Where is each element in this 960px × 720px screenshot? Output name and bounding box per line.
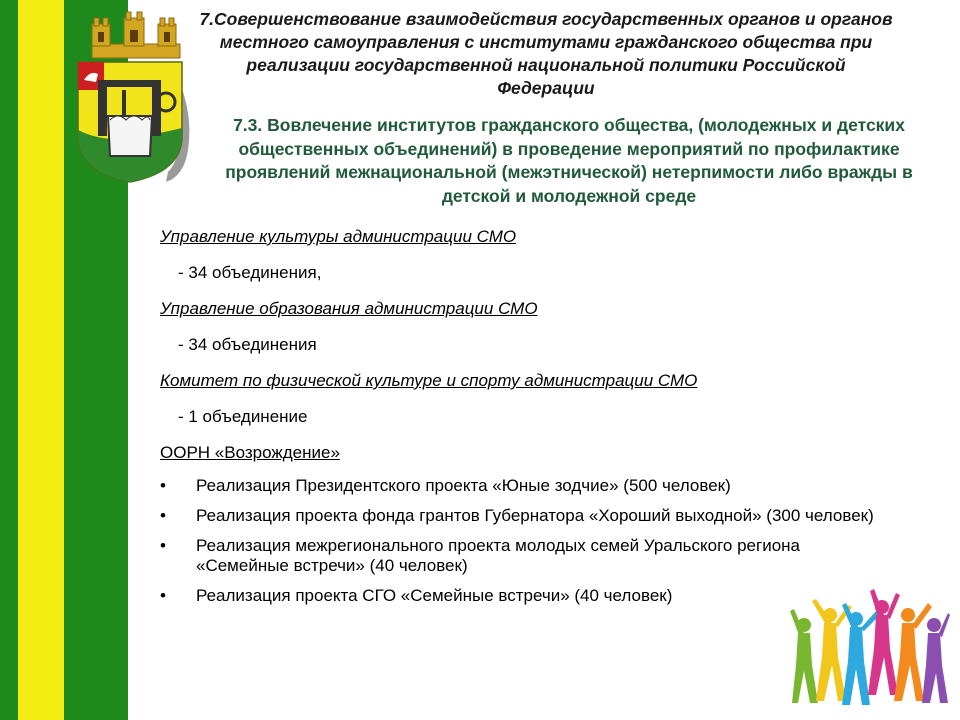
- bullet-marker: •: [160, 536, 166, 555]
- slide-subtitle: 7.3. Вовлечение институтов гражданского общества, (молодежных и детских общественных объединений) в проведение мероприятий по профилактике проявлений межнациональной (межэтнической) нетерпимости либо вражды в детской и молодежной среде: [225, 115, 913, 206]
- slide-title: 7.Совершенствование взаимодействия государственных органов и органов местного самоуправления с институтами гражданского общества при реализации государственной национальной политики Российской Федерации: [199, 9, 893, 98]
- org-culture-count: - 34 объединения,: [178, 263, 322, 282]
- dancing-people-icon: [790, 585, 950, 710]
- list-item-text: Реализация Президентского проекта «Юные зодчие» (500 человек): [196, 476, 731, 495]
- list-item: [160, 536, 920, 576]
- list-item-text: Реализация проекта фонда грантов Губернатора «Хороший выходной» (300 человек): [196, 506, 874, 525]
- list-item: [160, 506, 920, 526]
- left-stripe-green: [0, 0, 18, 720]
- list-item-text: Реализация проекта СГО «Семейные встречи» (40 человек): [196, 586, 673, 605]
- org-education: Управление образования администрации СМО: [160, 299, 538, 318]
- org-sport-count: - 1 объединение: [178, 407, 308, 426]
- list-item: [160, 476, 920, 496]
- bullet-marker: •: [160, 506, 166, 525]
- left-stripe-yellow: [18, 0, 64, 720]
- org-education-count: - 34 объединения: [178, 335, 317, 354]
- org-sport: Комитет по физической культуре и спорту администрации СМО: [160, 371, 698, 390]
- bullet-marker: •: [160, 586, 166, 605]
- org-culture: Управление культуры администрации СМО: [160, 227, 517, 246]
- coat-of-arms-icon: [70, 10, 196, 188]
- list-item-text: Реализация межрегионального проекта молодых семей Уральского региона «Семейные встречи» (40 человек): [196, 536, 800, 575]
- org-vozrozhdenie: ООРН «Возрождение»: [160, 443, 340, 462]
- org-list: [160, 226, 920, 464]
- bullet-marker: •: [160, 476, 166, 495]
